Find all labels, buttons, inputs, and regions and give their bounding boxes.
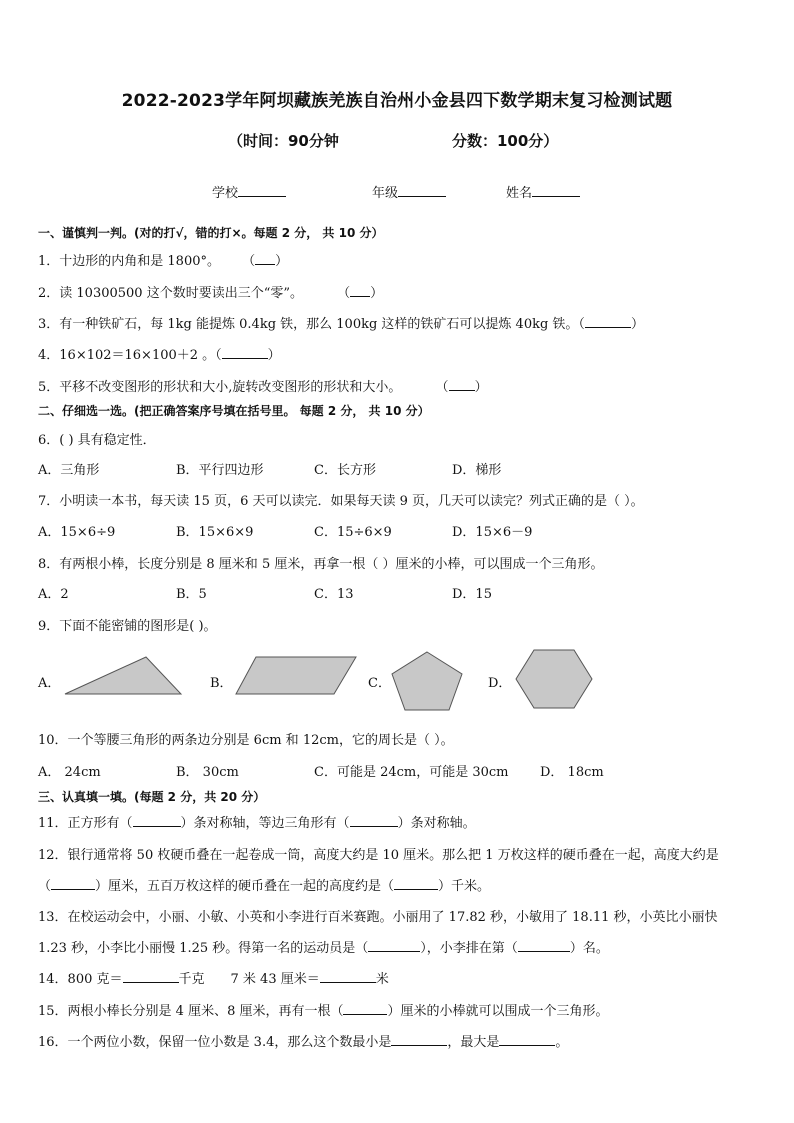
q7-option-c[interactable]: C．15÷6×9 [314, 525, 392, 540]
name-blank [532, 184, 580, 197]
name-field [506, 182, 580, 201]
question-4 [38, 344, 281, 363]
q10-option-d[interactable]: D． 18cm [540, 765, 604, 780]
question-2-close: ） [370, 286, 384, 301]
question-4-text: 4．16×102＝16×100＋2 。（ [38, 348, 222, 363]
section1-heading: 一、谨慎判一判。(对的打√，错的打×。每题 2 分， 共 10 分） [38, 226, 384, 240]
school-blank [238, 184, 286, 197]
answer-blank-14b[interactable] [320, 971, 376, 983]
q14-text-d: 米 [375, 972, 389, 987]
q12-text-b: ）厘米，五百万枚这样的硬币叠在一起的高度约是（ [95, 879, 395, 894]
question-2-open: （ [337, 286, 351, 301]
answer-blank-1[interactable] [255, 253, 275, 265]
question-3 [38, 313, 644, 332]
q8-option-d[interactable]: D．15 [452, 587, 492, 602]
q15-text-b: ）厘米的小棒就可以围成一个三角形。 [387, 1004, 609, 1019]
q8-option-b[interactable]: B．5 [176, 587, 207, 602]
answer-blank-5[interactable] [449, 379, 475, 391]
question-13-line2 [38, 937, 609, 956]
question-8: 8．有两根小棒，长度分别是 8 厘米和 5 厘米，再拿一根（ ）厘米的小棒，可以围成一个三角形。 [38, 557, 604, 572]
q12-open: （ [38, 879, 52, 894]
answer-blank-16b[interactable] [499, 1034, 555, 1046]
exam-score: 分数：100分） [452, 132, 559, 150]
q13-text-c: ）名。 [569, 941, 609, 956]
question-9: 9．下面不能密铺的图形是( )。 [38, 619, 217, 634]
q12-text-c: ）千米。 [438, 879, 491, 894]
question-12-line2 [38, 875, 490, 894]
parallelogram-shape [234, 654, 360, 698]
q13-text-a: 1.23 秒，小李比小丽慢 1.25 秒。得第一名的运动员是（ [38, 941, 369, 956]
answer-blank-11a[interactable] [133, 815, 181, 827]
answer-blank-15[interactable] [343, 1003, 387, 1015]
grade-label: 年级 [372, 186, 399, 201]
question-1-text: 1．十边形的内角和是 1800°。 [38, 254, 220, 269]
question-2-text: 2．读 10300500 这个数时要读出三个“零”。 [38, 286, 303, 301]
question-3-text: 3．有一种铁矿石，每 1kg 能提炼 0.4kg 铁，那么 100kg 这样的铁矿石可以提炼 40kg 铁。（ [38, 317, 585, 332]
exam-title: 2022-2023学年阿坝藏族羌族自治州小金县四下数学期末复习检测试题 [121, 91, 673, 111]
q10-option-c[interactable]: C．可能是 24cm，可能是 30cm [314, 765, 509, 780]
question-16 [38, 1031, 568, 1050]
answer-blank-13a[interactable] [368, 940, 420, 952]
question-4-close: ） [267, 348, 281, 363]
answer-blank-12a[interactable] [51, 878, 95, 890]
section3-heading: 三、认真填一填。(每题 2 分，共 20 分） [38, 790, 266, 804]
q8-option-a[interactable]: A．2 [38, 587, 69, 602]
q6-option-c[interactable]: C．长方形 [314, 463, 376, 478]
answer-blank-2[interactable] [350, 285, 370, 297]
question-12-line1: 12．银行通常将 50 枚硬币叠在一起卷成一筒，高度大约是 10 厘米。那么把 1 万枚这样的硬币叠在一起，高度大约是 [38, 848, 719, 863]
q10-option-a[interactable]: A． 24cm [38, 765, 101, 780]
q16-text-a: 16．一个两位小数，保留一位小数是 3.4，那么这个数最小是 [38, 1035, 392, 1050]
q15-text-a: 15．两根小棒长分别是 4 厘米、8 厘米，再有一根（ [38, 1004, 344, 1019]
q14-text-a: 14．800 克＝ [38, 972, 123, 987]
q10-option-b[interactable]: B． 30cm [176, 765, 239, 780]
q9-option-d[interactable]: D． [488, 676, 512, 691]
question-13-line1: 13．在校运动会中，小丽、小敏、小英和小李进行百米赛跑。小丽用了 17.82 秒，小敏用了 18.11 秒，小英比小丽快 [38, 910, 718, 925]
answer-blank-3[interactable] [585, 316, 631, 328]
q7-option-a[interactable]: A．15×6÷9 [38, 525, 116, 540]
question-15 [38, 1000, 609, 1019]
question-5 [38, 376, 488, 395]
q6-option-a[interactable]: A．三角形 [38, 463, 100, 478]
question-1-open: （ [242, 254, 256, 269]
question-5-open: （ [435, 380, 449, 395]
grade-blank [398, 184, 446, 197]
answer-blank-11b[interactable] [350, 815, 398, 827]
question-11 [38, 812, 476, 831]
name-label: 姓名 [506, 186, 533, 201]
question-1 [38, 250, 288, 269]
question-7: 7．小明读一本书，每天读 15 页，6 天可以读完．如果每天读 9 页，几天可以读完？列式正确的是（ ）。 [38, 494, 644, 509]
q9-option-a[interactable]: A． [38, 676, 61, 691]
exam-time: （时间：90分钟 [228, 132, 339, 150]
q11-text-c: ）条对称轴。 [397, 816, 476, 831]
triangle-shape [62, 654, 184, 698]
answer-blank-16a[interactable] [391, 1034, 447, 1046]
school-field [212, 182, 286, 201]
q7-option-b[interactable]: B．15×6×9 [176, 525, 254, 540]
question-6: 6．( ) 具有稳定性． [38, 433, 156, 448]
question-2 [38, 282, 383, 301]
q9-option-b[interactable]: B． [210, 676, 233, 691]
q8-option-c[interactable]: C．13 [314, 587, 354, 602]
q16-text-c: 。 [555, 1035, 569, 1050]
question-3-close: ） [630, 317, 644, 332]
hexagon-shape [514, 648, 594, 710]
question-5-close: ） [474, 380, 488, 395]
question-1-close: ） [275, 254, 289, 269]
question-10: 10．一个等腰三角形的两条边分别是 6cm 和 12cm，它的周长是（ ）。 [38, 733, 454, 748]
q14-text-b: 千克 [178, 972, 205, 987]
answer-blank-4[interactable] [222, 347, 268, 359]
answer-blank-14a[interactable] [123, 971, 179, 983]
pentagon-shape [390, 650, 464, 712]
q13-text-b: ），小李排在第（ [420, 941, 518, 956]
q9-option-c[interactable]: C． [368, 676, 391, 691]
q11-text-a: 11．正方形有（ [38, 816, 133, 831]
q6-option-b[interactable]: B．平行四边形 [176, 463, 264, 478]
school-label: 学校 [212, 186, 239, 201]
q16-text-b: ，最大是 [447, 1035, 500, 1050]
q14-text-c: 7 米 43 厘米＝ [230, 972, 320, 987]
question-14 [38, 968, 389, 987]
q7-option-d[interactable]: D．15×6－9 [452, 525, 533, 540]
q11-text-b: ）条对称轴，等边三角形有（ [180, 816, 350, 831]
question-5-text: 5．平移不改变图形的形状和大小,旋转改变图形的形状和大小。 [38, 380, 402, 395]
answer-blank-12b[interactable] [394, 878, 438, 890]
q6-option-d[interactable]: D．梯形 [452, 463, 502, 478]
answer-blank-13b[interactable] [518, 940, 570, 952]
section2-heading: 二、仔细选一选。(把正确答案序号填在括号里。 每题 2 分， 共 10 分） [38, 404, 430, 418]
grade-field [372, 182, 446, 201]
